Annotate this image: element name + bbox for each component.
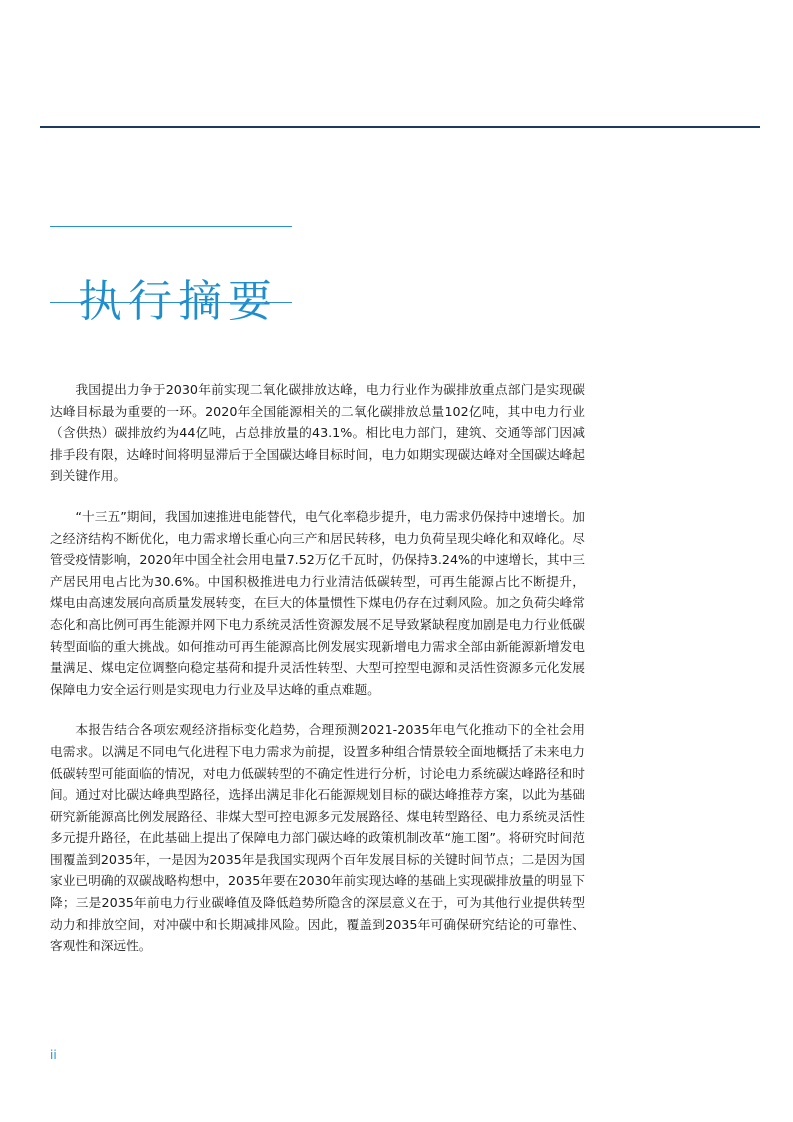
title-top-rule [50,226,292,227]
paragraph-3: 本报告结合各项宏观经济指标变化趋势，合理预测2021-2035年电气化推动下的全社会用电需求。以满足不同电气化进程下电力需求为前提，设置多种组合情景较全面地概括了未来电力低碳转型可能面临的情况，对电力低碳转型的不确定性进行分析，讨论电力系统碳达峰路径和时间。通过对比碳达峰典型路径，选择出满足非化石能源规划目标的碳达峰推荐方案，以此为基础研究新能源高比例发展路径、非煤大型可控电源多元发展路径、煤电转型路径、电力系统灵活性多元提升路径，在此基础上提出了保障电力部门碳达峰的政策机制改革“施工图”。将研究时间范围覆盖到2035年，一是因为2035年是我国实现两个百年发展目标的关键时间节点；二是因为国家业已明确的双碳战略构想中，2035年要在2030年前实现达峰的基础上实现碳排放量的明显下降；三是2035年前电力行业碳峰值及降低趋势所隐含的深层意义在于，可为其他行业提供转型动力和排放空间，对冲碳中和长期减排风险。因此，覆盖到2035年可确保研究结论的可靠性、客观性和深远性。 [50,722,585,954]
page-number: ii [50,1048,57,1062]
section-title: 执行摘要 [78,276,278,328]
title-bottom-rule [50,302,292,303]
paragraph-1: 我国提出力争于2030年前实现二氧化碳排放达峰，电力行业作为碳排放重点部门是实现碳达峰目标最为重要的一环。2020年全国能源相关的二氧化碳排放总量102亿吨，其中电力行业（含供热）碳排放约为44亿吨，占总排放量的43.1%。相比电力部门，建筑、交通等部门因减排手段有限，达峰时间将明显滞后于全国碳达峰目标时间，电力如期实现碳达峰对全国碳达峰起到关键作用。 [50,382,585,484]
body-text [50,379,585,976]
header-divider [40,126,760,128]
paragraph-2: “十三五”期间，我国加速推进电能替代，电气化率稳步提升，电力需求仍保持中速增长。加之经济结构不断优化，电力需求增长重心向三产和居民转移，电力负荷呈现尖峰化和双峰化。尽管受疫情影响，2020年中国全社会用电量7.52万亿千瓦时，仍保持3.24%的中速增长，其中三产居民用电占比为30.6%。中国积极推进电力行业清洁低碳转型，可再生能源占比不断提升，煤电由高速发展向高质量发展转变，在巨大的体量惯性下煤电仍存在过剩风险。加之负荷尖峰常态化和高比例可再生能源并网下电力系统灵活性资源发展不足导致紧缺程度加剧是电力行业低碳转型面临的重大挑战。如何推动可再生能源高比例发展实现新增电力需求全部由新能源新增发电量满足、煤电定位调整向稳定基荷和提升灵活性转型、大型可控型电源和灵活性资源多元化发展保障电力安全运行则是实现电力行业及早达峰的重点难题。 [50,508,585,697]
